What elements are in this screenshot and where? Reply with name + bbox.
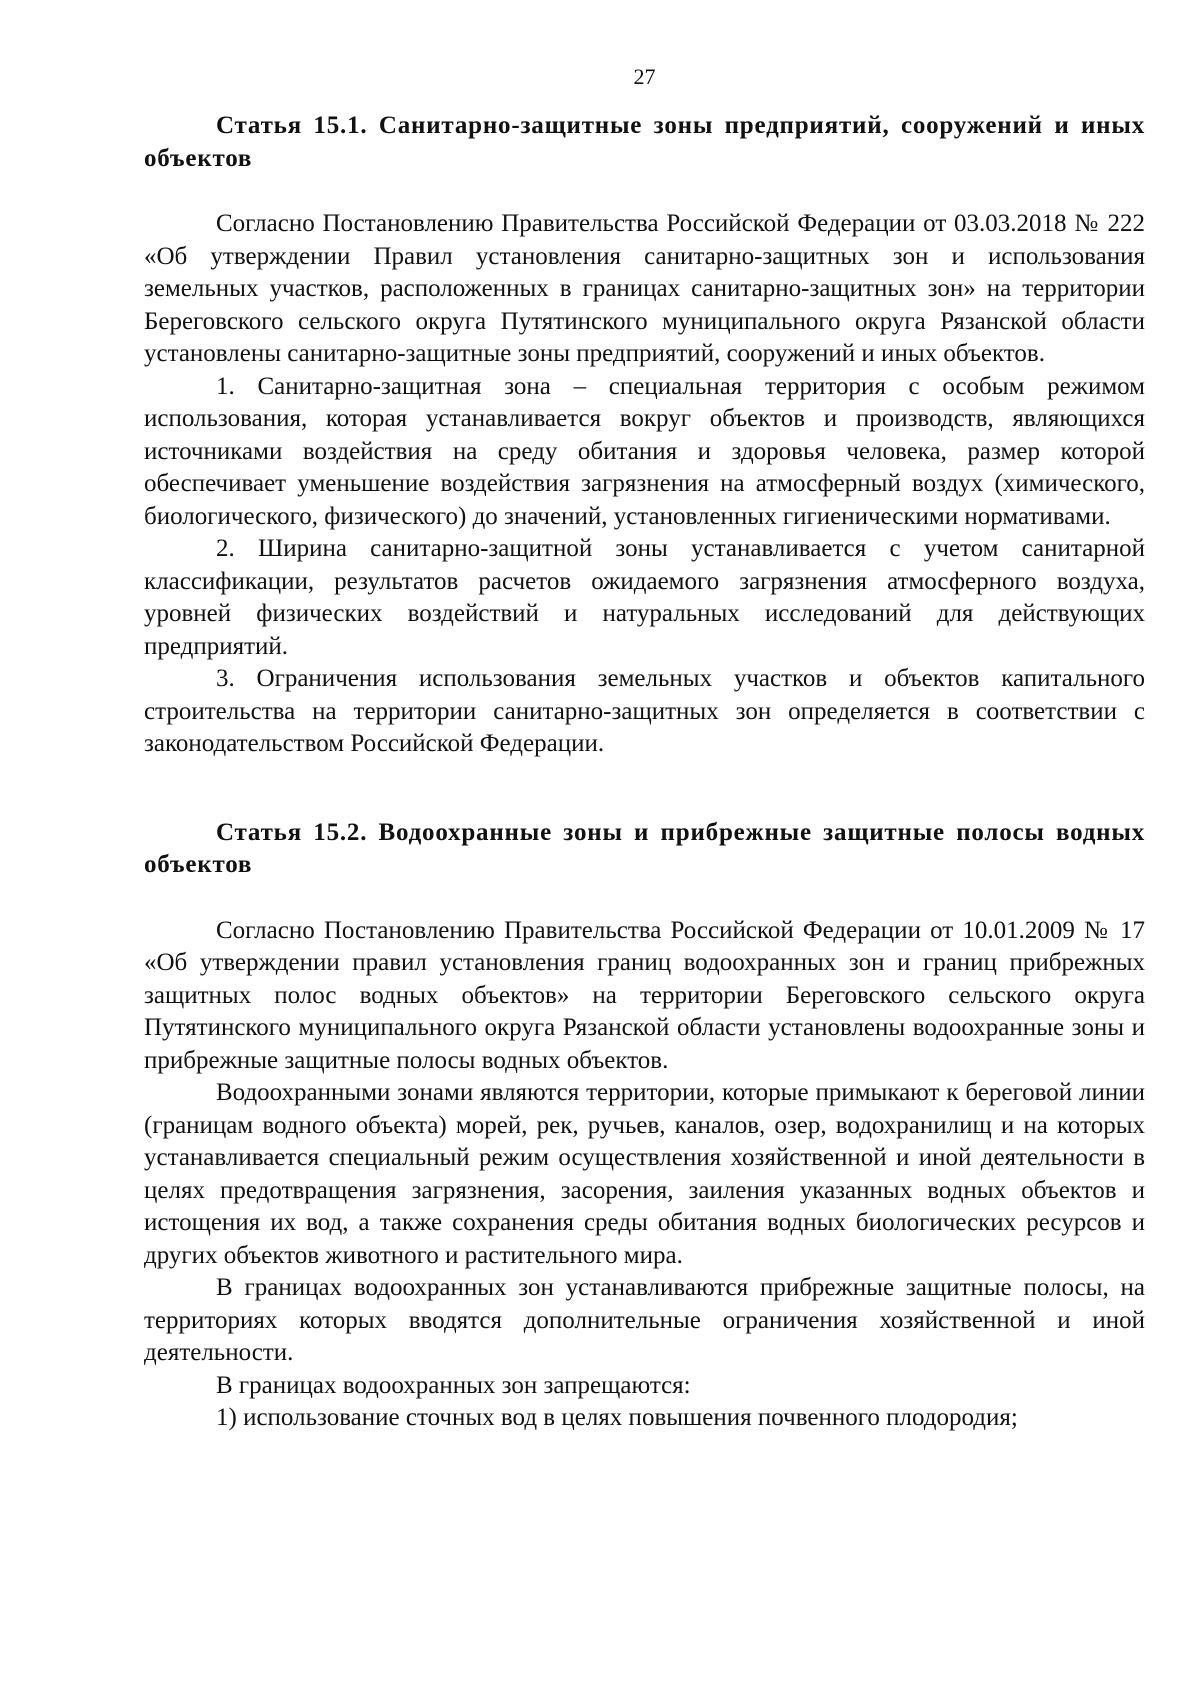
paragraph: 2. Ширина санитарно-защитной зоны устанавливается с учетом санитарной классификации, результатов расчетов ожидаемого загрязнения атмосферного воздуха, уровней физических воздействий и натуральных исследований для действующих предприятий. <box>144 535 1145 660</box>
paragraph: 3. Ограничения использования земельных участков и объектов капитального строительства на территории санитарно-защитных зон определяется в соответствии с законодательством Российской Федерации. <box>144 665 1145 757</box>
paragraph: Согласно Постановлению Правительства Российской Федерации от 03.03.2018 № 222 «Об утверждении Правил установления санитарно-защитных зон и использования земельных участков, расположенных в границах санитарно-защитных зон» на территории Береговского сельского округа Путятинского муниципального округа Рязанской области установлены санитарно-защитные зоны предприятий, сооружений и иных объектов. <box>144 210 1145 367</box>
paragraph: 1. Санитарно-защитная зона – специальная территория с особым режимом использования, которая устанавливается вокруг объектов и производств, являющихся источниками воздействия на среду обитания и здоровья человека, размер которой обеспечивает уменьшение воздействия загрязнения на атмосферный воздух (химического, биологического, физического) до значений, установленных гигиеническими нормативами. <box>144 372 1145 530</box>
article-15-2-body <box>144 915 1145 1435</box>
paragraph: 1) использование сточных вод в целях повышения почвенного плодородия; <box>216 1404 1018 1431</box>
article-15-2-title: Статья 15.2. Водоохранные зоны и прибрежные защитные полосы водных объектов <box>144 818 1145 878</box>
paragraph: Согласно Постановлению Правительства Российской Федерации от 10.01.2009 № 17 «Об утверждении правил установления границ водоохранных зон и границ прибрежных защитных полос водных объектов» на территории Береговского сельского округа Путятинского муниципального округа Рязанской области установлены водоохранные зоны и прибрежные защитные полосы водных объектов. <box>144 916 1145 1074</box>
document-page <box>144 64 1145 1435</box>
paragraph: В границах водоохранных зон устанавливаются прибрежные защитные полосы, на территориях которых вводятся дополнительные ограничения хозяйственной и иной деятельности. <box>144 1274 1145 1366</box>
paragraph: В границах водоохранных зон запрещаются: <box>216 1371 691 1399</box>
article-15-1-body <box>144 208 1145 761</box>
paragraph: Водоохранными зонами являются территории, которые примыкают к береговой линии (границам водного объекта) морей, рек, ручьев, каналов, озер, водохранилищ и на которых устанавливается специальный режим осуществления хозяйственной и иной деятельности в целях предотвращения загрязнения, засорения, заиления указанных водных объектов и истощения их вод, а также сохранения среды обитания водных биологических ресурсов и других объектов животного и растительного мира. <box>144 1079 1145 1269</box>
article-15-1-title: Статья 15.1. Санитарно-защитные зоны предприятий, сооружений и иных объектов <box>144 112 1145 172</box>
page-number: 27 <box>633 64 656 89</box>
